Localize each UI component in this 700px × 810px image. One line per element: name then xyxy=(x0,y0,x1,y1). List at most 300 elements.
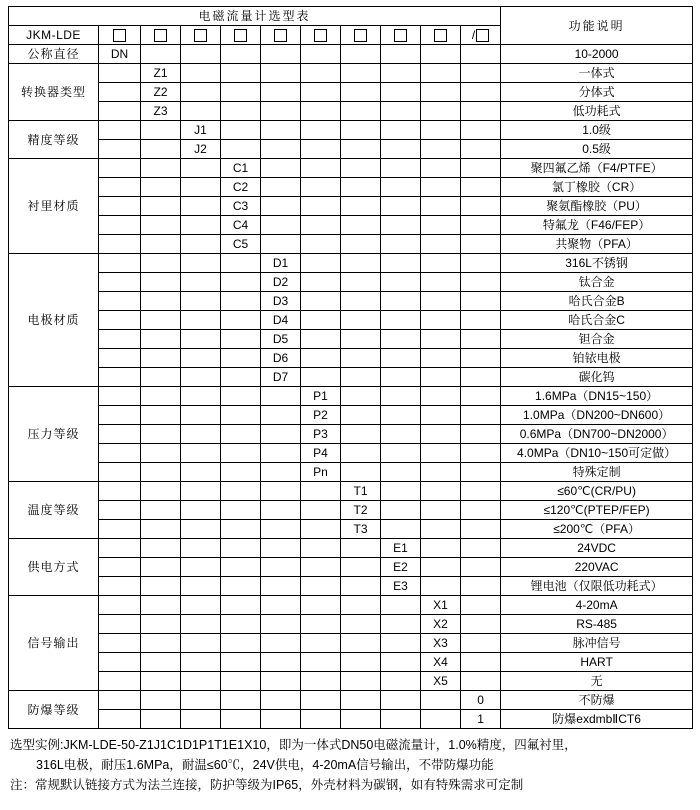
empty-cell xyxy=(181,311,221,330)
empty-cell xyxy=(221,520,261,539)
row-label-4: 衬里材质 xyxy=(9,159,99,254)
empty-cell xyxy=(421,159,461,178)
empty-cell xyxy=(421,64,461,83)
empty-cell xyxy=(261,121,301,140)
table-row xyxy=(9,406,693,425)
model-code-box-2[interactable] xyxy=(141,26,181,45)
empty-cell xyxy=(301,577,341,596)
blank-checkbox[interactable] xyxy=(154,29,167,42)
empty-cell xyxy=(221,349,261,368)
empty-cell xyxy=(221,463,261,482)
empty-cell xyxy=(261,406,301,425)
empty-cell xyxy=(381,482,421,501)
empty-cell xyxy=(141,330,181,349)
empty-cell xyxy=(99,653,141,672)
empty-cell xyxy=(341,463,381,482)
empty-cell xyxy=(261,577,301,596)
table-row xyxy=(9,501,693,520)
empty-cell xyxy=(99,539,141,558)
empty-cell xyxy=(181,197,221,216)
option-code[interactable]: D4 xyxy=(261,311,301,330)
option-description: 碳化钨 xyxy=(501,368,693,387)
empty-cell xyxy=(99,349,141,368)
empty-cell xyxy=(261,615,301,634)
option-code[interactable]: 1 xyxy=(461,710,501,729)
empty-cell xyxy=(301,634,341,653)
empty-cell xyxy=(221,634,261,653)
note-line-3: 注：常规默认链接方式为法兰连接，防护等级为IP65，外壳材料为碳钢，如有特殊需求可定制 xyxy=(10,778,524,792)
empty-cell xyxy=(261,539,301,558)
empty-cell xyxy=(261,501,301,520)
empty-cell xyxy=(181,178,221,197)
empty-cell xyxy=(181,501,221,520)
empty-cell xyxy=(341,349,381,368)
empty-cell xyxy=(99,520,141,539)
empty-cell xyxy=(99,311,141,330)
empty-cell xyxy=(461,216,501,235)
empty-cell xyxy=(221,254,261,273)
empty-cell xyxy=(141,387,181,406)
empty-cell xyxy=(381,425,421,444)
option-description: 不防爆 xyxy=(501,691,693,710)
empty-cell xyxy=(341,368,381,387)
empty-cell xyxy=(301,710,341,729)
option-code[interactable]: C1 xyxy=(221,159,261,178)
empty-cell xyxy=(301,311,341,330)
empty-cell xyxy=(221,501,261,520)
option-code[interactable]: Pn xyxy=(301,463,341,482)
empty-cell xyxy=(181,330,221,349)
empty-cell xyxy=(141,159,181,178)
table-title: 电磁流量计选型表 xyxy=(9,7,501,26)
table-row xyxy=(9,425,693,444)
empty-cell xyxy=(181,406,221,425)
option-code[interactable]: P4 xyxy=(301,444,341,463)
table-row xyxy=(9,349,693,368)
empty-cell xyxy=(421,178,461,197)
empty-cell xyxy=(141,463,181,482)
empty-cell xyxy=(421,577,461,596)
empty-cell xyxy=(261,672,301,691)
table-row xyxy=(9,235,693,254)
table-row xyxy=(9,121,693,140)
empty-cell xyxy=(221,539,261,558)
empty-cell xyxy=(301,45,341,64)
empty-cell xyxy=(461,463,501,482)
empty-cell xyxy=(461,501,501,520)
option-code[interactable]: E2 xyxy=(381,558,421,577)
model-code-box-5[interactable] xyxy=(261,26,301,45)
empty-cell xyxy=(141,197,181,216)
option-code[interactable]: C5 xyxy=(221,235,261,254)
function-column-header: 功能说明 xyxy=(501,7,693,45)
option-code[interactable]: E3 xyxy=(381,577,421,596)
model-code-box-9[interactable] xyxy=(421,26,461,45)
option-code[interactable]: D6 xyxy=(261,349,301,368)
empty-cell xyxy=(261,596,301,615)
empty-cell xyxy=(461,102,501,121)
empty-cell xyxy=(301,615,341,634)
notes-block xyxy=(8,735,692,795)
option-code[interactable]: X5 xyxy=(421,672,461,691)
blank-checkbox[interactable] xyxy=(274,29,287,42)
empty-cell xyxy=(341,45,381,64)
empty-cell xyxy=(421,444,461,463)
empty-cell xyxy=(341,254,381,273)
empty-cell xyxy=(141,425,181,444)
empty-cell xyxy=(381,140,421,159)
table-row xyxy=(9,311,693,330)
empty-cell xyxy=(99,102,141,121)
blank-checkbox[interactable] xyxy=(113,29,126,42)
model-code-box-7[interactable] xyxy=(341,26,381,45)
option-code[interactable]: Z1 xyxy=(141,64,181,83)
empty-cell xyxy=(181,596,221,615)
blank-checkbox[interactable] xyxy=(194,29,207,42)
empty-cell xyxy=(141,140,181,159)
empty-cell xyxy=(381,691,421,710)
empty-cell xyxy=(421,121,461,140)
empty-cell xyxy=(221,691,261,710)
empty-cell xyxy=(461,235,501,254)
empty-cell xyxy=(381,64,421,83)
empty-cell xyxy=(341,577,381,596)
empty-cell xyxy=(141,406,181,425)
empty-cell xyxy=(421,330,461,349)
empty-cell xyxy=(141,121,181,140)
row-label-9: 信号输出 xyxy=(9,596,99,691)
empty-cell xyxy=(181,425,221,444)
empty-cell xyxy=(221,64,261,83)
empty-cell xyxy=(99,235,141,254)
table-row xyxy=(9,216,693,235)
empty-cell xyxy=(181,235,221,254)
empty-cell xyxy=(181,558,221,577)
table-row xyxy=(9,387,693,406)
option-code[interactable]: J2 xyxy=(181,140,221,159)
empty-cell xyxy=(99,425,141,444)
empty-cell xyxy=(99,387,141,406)
row-label-1: 公称直径 xyxy=(9,45,99,64)
empty-cell xyxy=(99,330,141,349)
empty-cell xyxy=(141,558,181,577)
table-row xyxy=(9,463,693,482)
option-code[interactable]: D3 xyxy=(261,292,301,311)
empty-cell xyxy=(381,273,421,292)
table-row xyxy=(9,45,693,64)
table-row xyxy=(9,292,693,311)
empty-cell xyxy=(99,64,141,83)
option-code[interactable]: P1 xyxy=(301,387,341,406)
empty-cell xyxy=(141,653,181,672)
option-description: 哈氏合金B xyxy=(501,292,693,311)
empty-cell xyxy=(221,615,261,634)
empty-cell xyxy=(381,368,421,387)
empty-cell xyxy=(381,330,421,349)
model-prefix: JKM-LDE xyxy=(9,26,99,45)
empty-cell xyxy=(99,159,141,178)
slash-separator: / xyxy=(471,28,476,43)
empty-cell xyxy=(261,178,301,197)
empty-cell xyxy=(99,577,141,596)
empty-cell xyxy=(181,387,221,406)
table-row xyxy=(9,64,693,83)
empty-cell xyxy=(141,520,181,539)
empty-cell xyxy=(181,102,221,121)
empty-cell xyxy=(341,710,381,729)
empty-cell xyxy=(381,653,421,672)
empty-cell xyxy=(461,520,501,539)
empty-cell xyxy=(261,159,301,178)
empty-cell xyxy=(381,444,421,463)
empty-cell xyxy=(221,83,261,102)
option-code[interactable]: X1 xyxy=(421,596,461,615)
empty-cell xyxy=(381,349,421,368)
blank-checkbox[interactable] xyxy=(314,29,327,42)
empty-cell xyxy=(461,45,501,64)
empty-cell xyxy=(301,672,341,691)
option-description: 一体式 xyxy=(501,64,693,83)
empty-cell xyxy=(461,64,501,83)
model-code-box-1[interactable] xyxy=(99,26,141,45)
empty-cell xyxy=(341,406,381,425)
empty-cell xyxy=(381,634,421,653)
empty-cell xyxy=(301,64,341,83)
empty-cell xyxy=(381,406,421,425)
empty-cell xyxy=(421,254,461,273)
empty-cell xyxy=(341,292,381,311)
option-code[interactable]: D5 xyxy=(261,330,301,349)
option-code[interactable]: J1 xyxy=(181,121,221,140)
empty-cell xyxy=(381,311,421,330)
empty-cell xyxy=(141,235,181,254)
empty-cell xyxy=(381,710,421,729)
option-code[interactable]: X4 xyxy=(421,653,461,672)
row-label-7: 温度等级 xyxy=(9,482,99,539)
row-label-2: 转换器类型 xyxy=(9,64,99,121)
empty-cell xyxy=(261,83,301,102)
option-description: 4.0MPa（DN10~150可定做） xyxy=(501,444,693,463)
empty-cell xyxy=(221,577,261,596)
blank-checkbox[interactable] xyxy=(354,29,367,42)
empty-cell xyxy=(421,387,461,406)
empty-cell xyxy=(341,653,381,672)
option-code[interactable]: DN xyxy=(99,45,141,64)
empty-cell xyxy=(421,83,461,102)
option-description: 低功耗式 xyxy=(501,102,693,121)
empty-cell xyxy=(421,520,461,539)
option-code[interactable]: C3 xyxy=(221,197,261,216)
empty-cell xyxy=(341,444,381,463)
option-code[interactable]: D1 xyxy=(261,254,301,273)
table-row xyxy=(9,672,693,691)
table-row xyxy=(9,444,693,463)
empty-cell xyxy=(381,178,421,197)
empty-cell xyxy=(421,425,461,444)
empty-cell xyxy=(221,406,261,425)
model-code-box-6[interactable] xyxy=(301,26,341,45)
empty-cell xyxy=(141,691,181,710)
empty-cell xyxy=(421,482,461,501)
empty-cell xyxy=(261,235,301,254)
empty-cell xyxy=(421,501,461,520)
empty-cell xyxy=(141,501,181,520)
empty-cell xyxy=(261,482,301,501)
option-description: 哈氏合金C xyxy=(501,311,693,330)
empty-cell xyxy=(381,197,421,216)
empty-cell xyxy=(141,539,181,558)
option-code[interactable]: P2 xyxy=(301,406,341,425)
empty-cell xyxy=(181,634,221,653)
empty-cell xyxy=(181,216,221,235)
option-description: 共聚物（PFA） xyxy=(501,235,693,254)
empty-cell xyxy=(381,83,421,102)
row-label-5: 电极材质 xyxy=(9,254,99,387)
option-description: 1.0MPa（DN200~DN600） xyxy=(501,406,693,425)
blank-checkbox[interactable] xyxy=(234,29,247,42)
row-label-6: 压力等级 xyxy=(9,387,99,482)
empty-cell xyxy=(341,596,381,615)
model-code-box-10[interactable] xyxy=(461,26,501,45)
option-code[interactable]: X3 xyxy=(421,634,461,653)
option-code[interactable]: 0 xyxy=(461,691,501,710)
table-row xyxy=(9,83,693,102)
blank-checkbox[interactable] xyxy=(434,29,447,42)
empty-cell xyxy=(461,653,501,672)
row-label-8: 供电方式 xyxy=(9,539,99,596)
option-description: 无 xyxy=(501,672,693,691)
table-row xyxy=(9,368,693,387)
empty-cell xyxy=(301,653,341,672)
option-description: 脉冲信号 xyxy=(501,634,693,653)
table-row xyxy=(9,558,693,577)
empty-cell xyxy=(301,159,341,178)
empty-cell xyxy=(301,482,341,501)
empty-cell xyxy=(301,349,341,368)
empty-cell xyxy=(99,634,141,653)
empty-cell xyxy=(301,254,341,273)
option-code[interactable]: D2 xyxy=(261,273,301,292)
empty-cell xyxy=(141,615,181,634)
empty-cell xyxy=(261,463,301,482)
option-description: ≤200℃（PFA） xyxy=(501,520,693,539)
empty-cell xyxy=(421,197,461,216)
blank-checkbox[interactable] xyxy=(476,29,489,42)
empty-cell xyxy=(221,273,261,292)
option-code[interactable]: T3 xyxy=(341,520,381,539)
option-description: 氯丁橡胶（CR） xyxy=(501,178,693,197)
empty-cell xyxy=(381,159,421,178)
empty-cell xyxy=(221,387,261,406)
empty-cell xyxy=(461,178,501,197)
empty-cell xyxy=(221,311,261,330)
empty-cell xyxy=(99,482,141,501)
empty-cell xyxy=(181,83,221,102)
empty-cell xyxy=(461,311,501,330)
option-description: 防爆exdmbⅡCT6 xyxy=(501,710,693,729)
empty-cell xyxy=(341,159,381,178)
empty-cell xyxy=(341,102,381,121)
empty-cell xyxy=(341,140,381,159)
empty-cell xyxy=(261,216,301,235)
empty-cell xyxy=(421,45,461,64)
empty-cell xyxy=(461,482,501,501)
empty-cell xyxy=(221,121,261,140)
empty-cell xyxy=(181,292,221,311)
table-row xyxy=(9,330,693,349)
empty-cell xyxy=(99,292,141,311)
empty-cell xyxy=(141,368,181,387)
option-code[interactable]: X2 xyxy=(421,615,461,634)
empty-cell xyxy=(301,520,341,539)
empty-cell xyxy=(221,482,261,501)
empty-cell xyxy=(381,501,421,520)
empty-cell xyxy=(261,64,301,83)
empty-cell xyxy=(421,539,461,558)
option-code[interactable]: D7 xyxy=(261,368,301,387)
empty-cell xyxy=(261,444,301,463)
empty-cell xyxy=(141,577,181,596)
empty-cell xyxy=(141,710,181,729)
option-description: 220VAC xyxy=(501,558,693,577)
model-code-box-3[interactable] xyxy=(181,26,221,45)
option-description: 聚氨酯橡胶（PU） xyxy=(501,197,693,216)
empty-cell xyxy=(99,596,141,615)
empty-cell xyxy=(421,235,461,254)
empty-cell xyxy=(141,672,181,691)
empty-cell xyxy=(341,197,381,216)
empty-cell xyxy=(341,539,381,558)
empty-cell xyxy=(181,653,221,672)
empty-cell xyxy=(141,634,181,653)
empty-cell xyxy=(381,387,421,406)
table-row xyxy=(9,140,693,159)
empty-cell xyxy=(99,691,141,710)
empty-cell xyxy=(461,577,501,596)
empty-cell xyxy=(99,273,141,292)
option-description: 10-2000 xyxy=(501,45,693,64)
empty-cell xyxy=(221,140,261,159)
empty-cell xyxy=(99,501,141,520)
model-code-box-8[interactable] xyxy=(381,26,421,45)
empty-cell xyxy=(461,444,501,463)
option-code[interactable]: C2 xyxy=(221,178,261,197)
empty-cell xyxy=(301,216,341,235)
empty-cell xyxy=(461,596,501,615)
empty-cell xyxy=(381,254,421,273)
empty-cell xyxy=(461,292,501,311)
blank-checkbox[interactable] xyxy=(394,29,407,42)
model-code-box-4[interactable] xyxy=(221,26,261,45)
option-description: 钽合金 xyxy=(501,330,693,349)
option-description: 1.6MPa（DN15~150） xyxy=(501,387,693,406)
option-code[interactable]: P3 xyxy=(301,425,341,444)
empty-cell xyxy=(381,596,421,615)
option-description: 分体式 xyxy=(501,83,693,102)
option-code[interactable]: E1 xyxy=(381,539,421,558)
empty-cell xyxy=(99,558,141,577)
option-code[interactable]: Z3 xyxy=(141,102,181,121)
option-code[interactable]: T2 xyxy=(341,501,381,520)
option-description: 316L不锈钢 xyxy=(501,254,693,273)
option-code[interactable]: C4 xyxy=(221,216,261,235)
option-code[interactable]: T1 xyxy=(341,482,381,501)
empty-cell xyxy=(181,444,221,463)
option-code[interactable]: Z2 xyxy=(141,83,181,102)
empty-cell xyxy=(461,615,501,634)
empty-cell xyxy=(261,653,301,672)
empty-cell xyxy=(141,349,181,368)
